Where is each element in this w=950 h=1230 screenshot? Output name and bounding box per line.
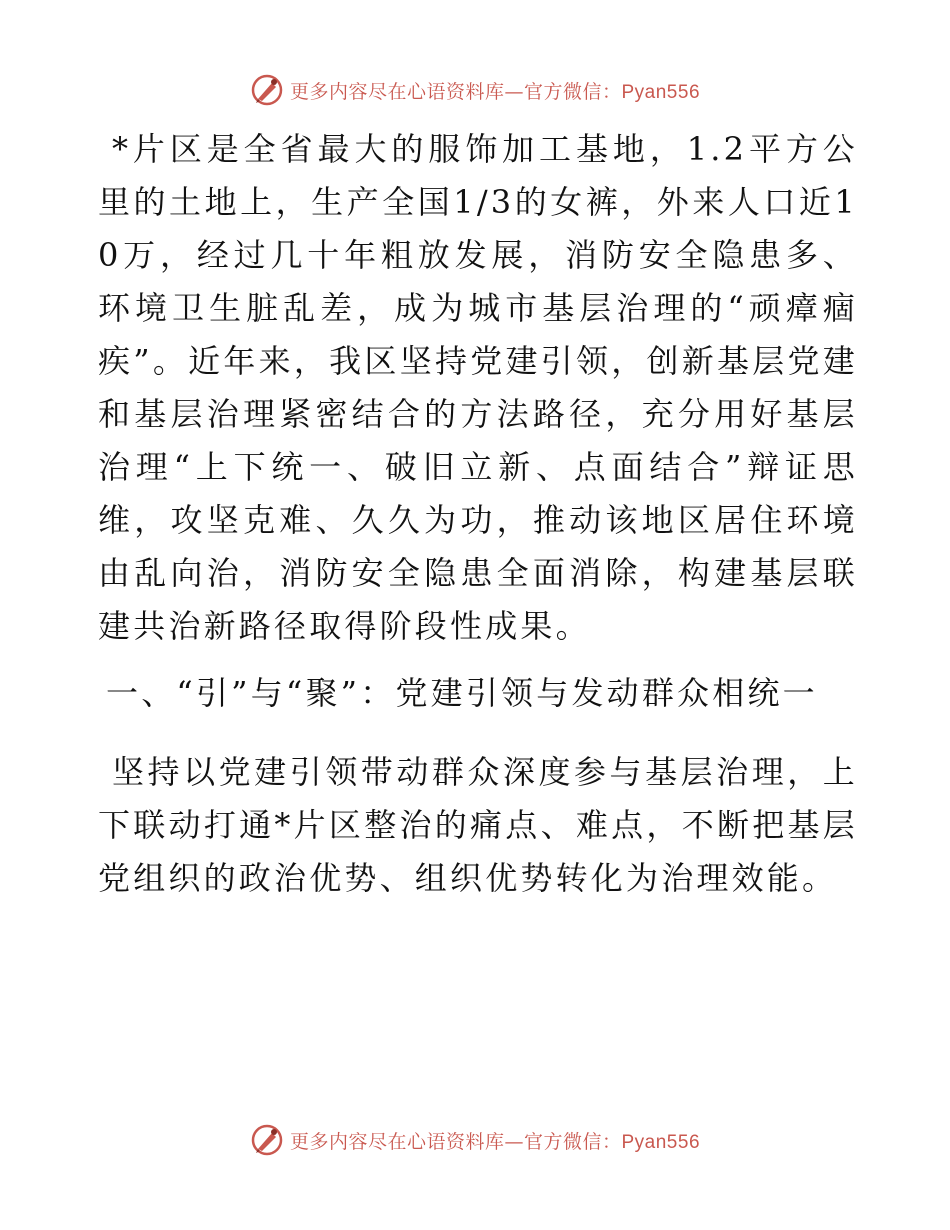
document-body [98,123,858,905]
watermark-text: 更多内容尽在心语资料库—官方微信： [289,80,622,103]
header-watermark [0,70,950,110]
watermark-wechat-id: Pyan556 [621,1131,701,1153]
paragraph-section-1: 坚持以党建引领带动群众深度参与基层治理，上下联动打通*片区整治的痛点、难点，不断把基层党组织的政治优势、组织优势转化为治理效能。 [98,753,858,897]
watermark-text: 更多内容尽在心语资料库—官方微信： [289,1130,622,1153]
paragraph-intro: *片区是全省最大的服饰加工基地，1.2平方公里的土地上，生产全国1/3的女裤，外来人口近10万，经过几十年粗放发展，消防安全隐患多、环境卫生脏乱差，成为城市基层治理的“顽瘴痼疾”。近年来，我区坚持党建引领，创新基层党建和基层治理紧密结合的方法路径，充分用好基层治理“上下统一、破旧立新、点面结合”辩证思维，攻坚克难、久久为功，推动该地区居住环境由乱向治，消防安全隐患全面消除，构建基层联建共治新路径取得阶段性成果。 [98,130,858,645]
section-heading: 一、“引”与“聚”：党建引领与发动群众相统一 [106,674,818,712]
pen-logo-icon [250,1123,284,1157]
watermark-wechat-id: Pyan556 [621,81,701,103]
footer-watermark [0,1120,950,1160]
pen-logo-icon [250,73,284,107]
